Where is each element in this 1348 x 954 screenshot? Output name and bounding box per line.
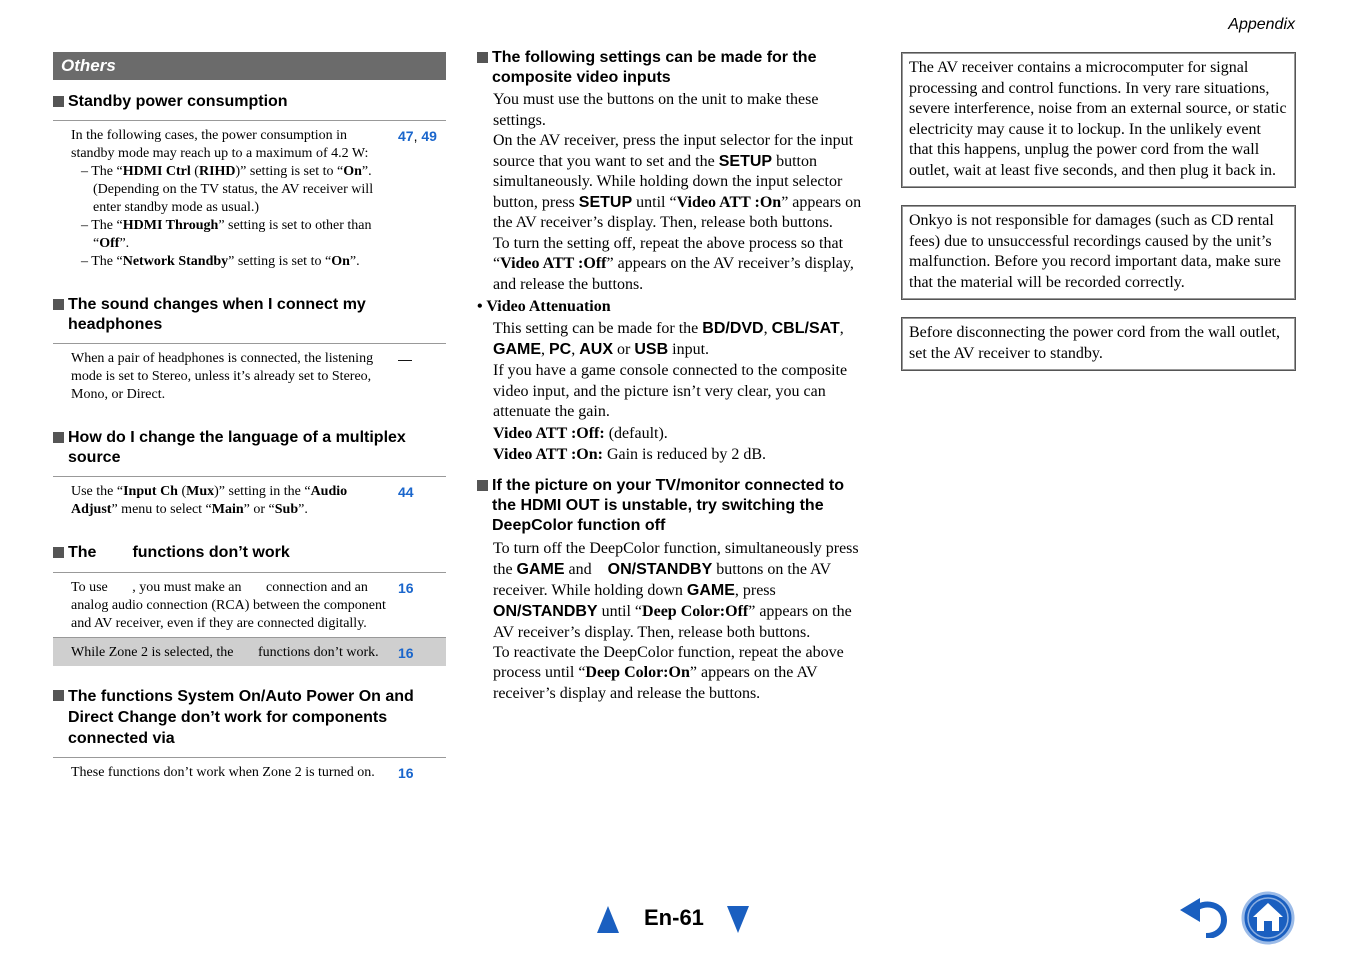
square-bullet-icon <box>53 96 64 107</box>
page-link[interactable]: 16 <box>398 645 414 661</box>
home-icon[interactable] <box>1241 891 1295 945</box>
back-icon[interactable] <box>1180 896 1230 938</box>
heading-multiplex <box>53 428 446 468</box>
paragraph: On the AV receiver, press the input selector for the input source that you want to set and the SETUP button simultaneously. While holding down the input selector button, press SETUP until “Video ATT :On” appears on the AV receiver’s display. Then, release both buttons. <box>493 132 862 231</box>
left-column <box>53 52 446 786</box>
paragraph: To reactivate the DeepColor function, repeat the above process until “Deep Color:On” appears on the AV receiver’s display and release the buttons. <box>493 643 844 702</box>
page-link[interactable]: 16 <box>398 765 414 781</box>
paragraph: Video ATT :Off: (default). <box>493 424 668 442</box>
prev-page-icon[interactable] <box>597 906 619 933</box>
page-number: En-61 <box>644 905 704 930</box>
qa-row-standby <box>53 120 446 275</box>
heading-text: The functions System On/Auto Power On and Direct Change don’t work for components connected via <box>68 688 414 747</box>
page-ref: — <box>398 351 412 367</box>
square-bullet-icon <box>477 480 488 491</box>
middle-column <box>477 48 872 704</box>
paragraph: To turn the setting off, repeat the above process so that “Video ATT :Off” appears on the AV receiver’s display, and release the buttons. <box>493 234 854 293</box>
answer-intro: In the following cases, the power consumption in standby mode may reach up to a maximum of 4.2 W: <box>71 128 369 161</box>
square-bullet-icon <box>477 52 488 63</box>
qa-row-functions-2 <box>53 637 446 666</box>
section-label: Appendix <box>1228 16 1295 33</box>
list-item: – The “HDMI Through” setting is set to other than “Off”. <box>81 218 372 251</box>
square-bullet-icon <box>53 299 64 310</box>
page-ref: 47, 49 <box>398 128 437 144</box>
heading-text: The following settings can be made for the composite video inputs <box>492 49 817 86</box>
heading-headphones <box>53 295 446 335</box>
page-link[interactable]: 44 <box>398 484 414 500</box>
notice-box: Before disconnecting the power cord from the wall outlet, set the AV receiver to standby. <box>901 317 1296 371</box>
qa-row-functions-1 <box>53 572 446 637</box>
answer-text: These functions don’t work when Zone 2 is turned on. <box>71 765 375 780</box>
page-link[interactable]: 49 <box>421 128 437 144</box>
paragraph: This setting can be made for the BD/DVD, CBL/SAT, GAME, PC, AUX or USB input. <box>493 320 844 358</box>
paragraph: Video ATT :On: Gain is reduced by 2 dB. <box>493 446 767 463</box>
list-item: – The “Network Standby” setting is set to “On”. <box>81 254 360 269</box>
qa-row-system-on <box>53 757 446 786</box>
paragraph: To turn off the DeepColor function, simultaneously press the GAME and ON/STANDBY buttons on the AV receiver. While holding down GAME, press ON/STANDBY until “Deep Color:Off” appears on the AV receiver’s display. Then, release both buttons. <box>493 539 859 641</box>
answer-text: Use the “Input Ch (Mux)” setting in the “Audio Adjust” menu to select “Main” or “Sub”. <box>71 484 348 517</box>
qa-row-headphones <box>53 343 446 408</box>
heading-functions <box>53 543 446 563</box>
answer-text: When a pair of headphones is connected, the listening mode is set to Stereo, unless it’s already set to Stereo, Mono, or Direct. <box>71 351 374 402</box>
answer-text: To use , you must make an connection and an analog audio connection (RCA) between the component and AV receiver, even if they are connected digitally. <box>71 580 390 631</box>
section-bar-others: Others <box>53 52 446 80</box>
notice-box: The AV receiver contains a microcomputer for signal processing and control functions. In very rare situations, severe interference, noise from an external source, or static electricity may cause it to lockup. In the unlikely event that this happens, unplug the power cord from the wall outlet, wait at least five seconds, and then plug it back in. <box>901 52 1296 188</box>
square-bullet-icon <box>53 547 64 558</box>
square-bullet-icon <box>53 432 64 443</box>
heading-text: The <box>68 544 97 561</box>
paragraph: You must use the buttons on the unit to make these settings. <box>493 91 819 129</box>
heading-system-on <box>53 686 446 749</box>
page-link[interactable]: 16 <box>398 580 414 596</box>
square-bullet-icon <box>53 690 64 701</box>
heading-text: Standby power consumption <box>68 93 288 110</box>
qa-row-multiplex <box>53 476 446 523</box>
heading-deepcolor <box>477 476 872 536</box>
answer-text: While Zone 2 is selected, the functions don’t work. <box>71 645 379 660</box>
bullet-heading: • Video Attenuation <box>477 298 611 315</box>
heading-text: The sound changes when I connect my headphones <box>68 296 366 333</box>
heading-text: How do I change the language of a multiplex source <box>68 429 406 466</box>
heading-text: If the picture on your TV/monitor connected to the HDMI OUT is unstable, try switching the DeepColor function off <box>492 476 845 534</box>
next-page-icon[interactable] <box>727 906 749 933</box>
heading-composite <box>477 48 872 88</box>
heading-standby <box>53 92 446 112</box>
right-column <box>901 52 1296 371</box>
list-item: – The “HDMI Ctrl (RIHD)” setting is set to “On”. (Depending on the TV status, the AV receiver will enter standby mode as usual.) <box>81 164 374 215</box>
paragraph: If you have a game console connected to the composite video input, and the picture isn’t very clear, you can attenuate the gain. <box>493 362 848 420</box>
heading-text: functions don’t work <box>132 544 290 561</box>
page-link[interactable]: 47 <box>398 128 414 144</box>
answer-text <box>71 127 398 271</box>
notice-box: Onkyo is not responsible for damages (such as CD rental fees) due to unsuccessful recordings caused by the unit’s malfunction. Before you record important data, make sure that the material will be recorded correctly. <box>901 205 1296 300</box>
